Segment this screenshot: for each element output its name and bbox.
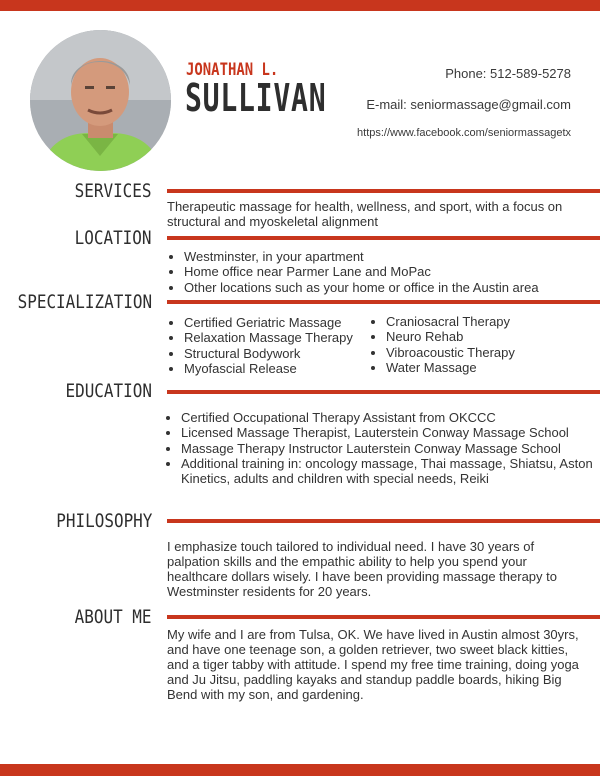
first-name: JONATHAN L. bbox=[186, 60, 279, 80]
list-item: • Water Massage bbox=[386, 360, 586, 375]
list-item: • Licensed Massage Therapist, Lauterstein Conway Massage School bbox=[181, 425, 600, 440]
contact-email: E-mail: seniormassage@gmail.com bbox=[366, 97, 571, 112]
list-item: • Certified Geriatric Massage bbox=[184, 315, 384, 330]
list-item: • Massage Therapy Instructor Lauterstein Conway Massage School bbox=[181, 441, 600, 456]
list-item: • Certified Occupational Therapy Assistant from OKCCC bbox=[181, 410, 600, 425]
services-heading: SERVICES bbox=[75, 180, 152, 202]
list-item: • Other locations such as your home or office in the Austin area bbox=[184, 280, 600, 295]
list-item: • Craniosacral Therapy bbox=[386, 314, 586, 329]
contact-facebook[interactable]: https://www.facebook.com/seniormassagetx bbox=[357, 127, 571, 139]
list-item: • Westminster, in your apartment bbox=[184, 249, 600, 264]
education-rule bbox=[167, 390, 600, 394]
specialization-list-col2 bbox=[370, 314, 586, 375]
profile-photo bbox=[30, 30, 171, 171]
services-text: Therapeutic massage for health, wellness, and sport, with a focus on structural and myoskeletal alignment bbox=[167, 199, 563, 229]
services-rule bbox=[167, 189, 600, 193]
top-accent-bar bbox=[0, 0, 600, 11]
location-heading: LOCATION bbox=[75, 227, 152, 249]
list-item: • Myofascial Release bbox=[184, 361, 384, 376]
specialization-list-col1 bbox=[168, 315, 384, 376]
last-name: SULLIVAN bbox=[185, 76, 327, 120]
education-heading: EDUCATION bbox=[65, 380, 152, 402]
list-item: • Home office near Parmer Lane and MoPac bbox=[184, 264, 600, 279]
bottom-accent-bar bbox=[0, 764, 600, 776]
list-item: • Structural Bodywork bbox=[184, 346, 384, 361]
list-item: • Neuro Rehab bbox=[386, 329, 586, 344]
about-heading: ABOUT ME bbox=[75, 606, 152, 628]
specialization-heading: SPECIALIZATION bbox=[17, 291, 152, 313]
list-item: • Additional training in: oncology massage, Thai massage, Shiatsu, Aston Kinetics, adults and children with special needs, Reiki bbox=[181, 456, 600, 487]
specialization-rule bbox=[167, 300, 600, 304]
philosophy-text: I emphasize touch tailored to individual need. I have 30 years of palpation skills and the empathic ability to help you spend your healthcare dollars wisely. I have been providing massage therapy to Westminster residents for 20 years. bbox=[167, 539, 557, 599]
philosophy-rule bbox=[167, 519, 600, 523]
list-item: • Relaxation Massage Therapy bbox=[184, 330, 384, 345]
philosophy-heading: PHILOSOPHY bbox=[55, 510, 152, 532]
location-list bbox=[168, 249, 600, 295]
contact-phone: Phone: 512-589-5278 bbox=[445, 66, 571, 81]
about-text: My wife and I are from Tulsa, OK. We have lived in Austin almost 30yrs, and have one teenage son, a golden retriever, two sweet black kitties, and a tiger tabby with attitude. I spend my free time training, doing yoga and Ju Jitsu, paddling kayaks and standup paddle boards, hiking Big Bend with my son, and gardening. bbox=[167, 627, 579, 702]
about-rule bbox=[167, 615, 600, 619]
list-item: • Vibroacoustic Therapy bbox=[386, 345, 586, 360]
education-list bbox=[165, 410, 600, 486]
location-rule bbox=[167, 236, 600, 240]
